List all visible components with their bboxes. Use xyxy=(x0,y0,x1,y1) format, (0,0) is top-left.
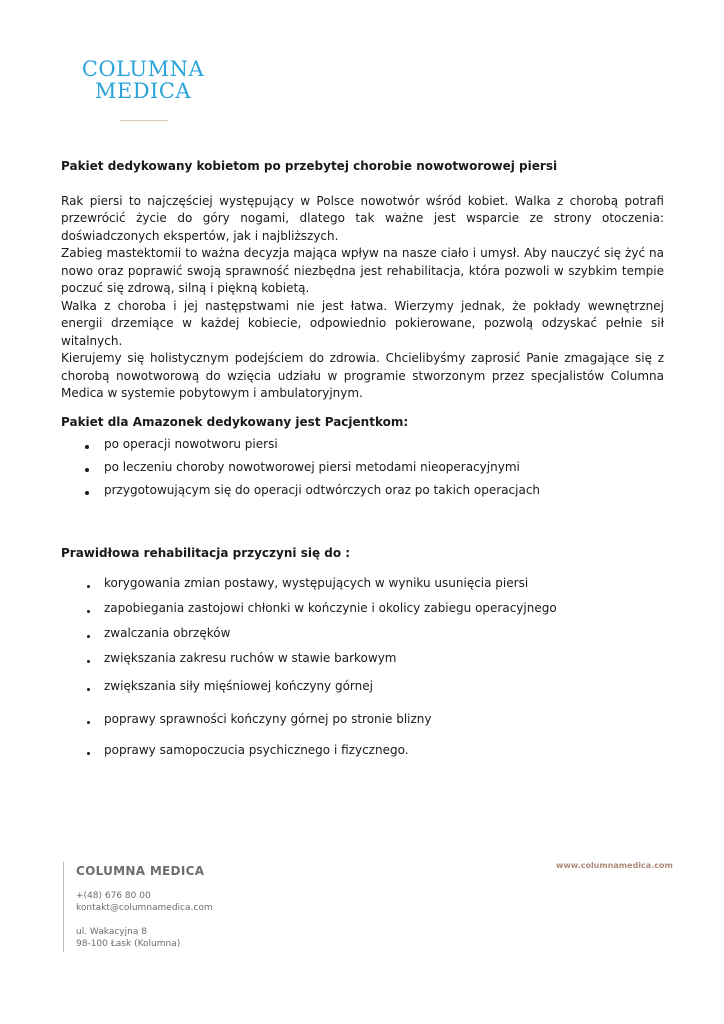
list-item-text: po leczeniu choroby nowotworowej piersi metodami nieoperacyjnymi xyxy=(104,460,520,474)
list-item-text: przygotowującym się do operacji odtwórczych oraz po takich operacjach xyxy=(104,483,541,497)
list-item xyxy=(61,437,540,460)
list-item-text: poprawy samopoczucia psychicznego i fizycznego. xyxy=(104,743,409,757)
list-item xyxy=(61,679,557,712)
list-item xyxy=(61,576,557,601)
list-item-text: zwalczania obrzęków xyxy=(104,626,231,640)
bullet-icon xyxy=(87,688,90,691)
section-heading-rehabilitacja: Prawidłowa rehabilitacja przyczyni się do : xyxy=(61,546,351,560)
list-item-text: po operacji nowotworu piersi xyxy=(104,437,278,451)
bullet-icon xyxy=(85,468,89,472)
intro-paragraph: Rak piersi to najczęściej występujący w Polsce nowotwór wśród kobiet. Walka z chorobą potrafi przewrócić życie do góry nogami, dlatego tak ważne jest wsparcie ze strony otoczenia: doświadczonych ekspertów, jak i najbliższych. xyxy=(61,193,664,243)
footer-brand: COLUMNA MEDICA xyxy=(76,864,205,878)
footer-website-link[interactable]: www.columnamedica.com xyxy=(556,861,673,870)
intro-paragraph: Zabieg mastektomii to ważna decyzja mająca wpływ na nasze ciało i umysł. Aby nauczyć się żyć na nowo oraz poprawić swoją sprawność niezbędna jest rehabilitacja, która pozwoli w szybkim tempie poczuć się zdrową, silną i piękną kobietą. xyxy=(61,246,664,295)
list-item-text: korygowania zmian postawy, występujących w wyniku usunięcia piersi xyxy=(104,576,529,590)
list-item xyxy=(61,712,557,743)
columna-medica-logo xyxy=(60,58,226,102)
list-item xyxy=(61,483,540,506)
intro-paragraph: Kierujemy się holistycznym podejściem do zdrowia. Chcielibyśmy zaprosić Panie zmagające się z chorobą nowotworową do wzięcia udziału w programie stworzonym przez specjalistów Columna Medica w systemie pobytowym i ambulatoryjnym. xyxy=(61,351,664,400)
logo-line-2: MEDICA xyxy=(94,79,192,103)
section-heading-amazonki: Pakiet dla Amazonek dedykowany jest Pacjentkom: xyxy=(61,415,409,429)
footer-city: 98-100 Łask (Kolumna) xyxy=(76,939,181,949)
bullet-icon xyxy=(87,660,90,663)
bullet-icon xyxy=(87,635,90,638)
footer-street: ul. Wakacyjna 8 xyxy=(76,927,147,937)
document-body xyxy=(61,158,664,403)
footer-email[interactable]: kontakt@columnamedica.com xyxy=(76,903,213,913)
list-item-text: zwiększania siły mięśniowej kończyny górnej xyxy=(104,679,373,693)
logo-line-1: COLUMNA xyxy=(81,57,205,81)
benefits-list xyxy=(61,576,557,768)
bullet-icon xyxy=(87,585,90,588)
list-item xyxy=(61,460,540,483)
bullet-icon xyxy=(87,721,90,724)
list-item xyxy=(61,651,557,679)
list-item-text: zapobiegania zastojowi chłonki w kończynie i okolicy zabiegu operacyjnego xyxy=(104,601,557,615)
footer-phone: +(48) 676 80 00 xyxy=(76,891,151,901)
footer-divider xyxy=(63,862,64,952)
list-item xyxy=(61,743,557,768)
list-item xyxy=(61,626,557,651)
list-item-text: poprawy sprawności kończyny górnej po stronie blizny xyxy=(104,712,432,726)
list-item xyxy=(61,601,557,626)
intro-paragraph: Walka z choroba i jej następstwami nie jest łatwa. Wierzymy jednak, że pokłady wewnętrznej energii drzemiące w każdej kobiecie, odpowiednio pokierowane, pozwolą odzyskać pełnie sił witalnych. xyxy=(61,298,664,348)
bullet-icon xyxy=(85,491,89,495)
document-title: Pakiet dedykowany kobietom po przebytej chorobie nowotworowej piersi xyxy=(61,159,558,173)
list-item-text: zwiększania zakresu ruchów w stawie barkowym xyxy=(104,651,397,665)
logo-divider xyxy=(120,120,168,121)
patient-list xyxy=(61,437,540,506)
bullet-icon xyxy=(85,445,89,449)
bullet-icon xyxy=(87,610,90,613)
bullet-icon xyxy=(87,752,90,755)
intro-text xyxy=(61,193,664,403)
